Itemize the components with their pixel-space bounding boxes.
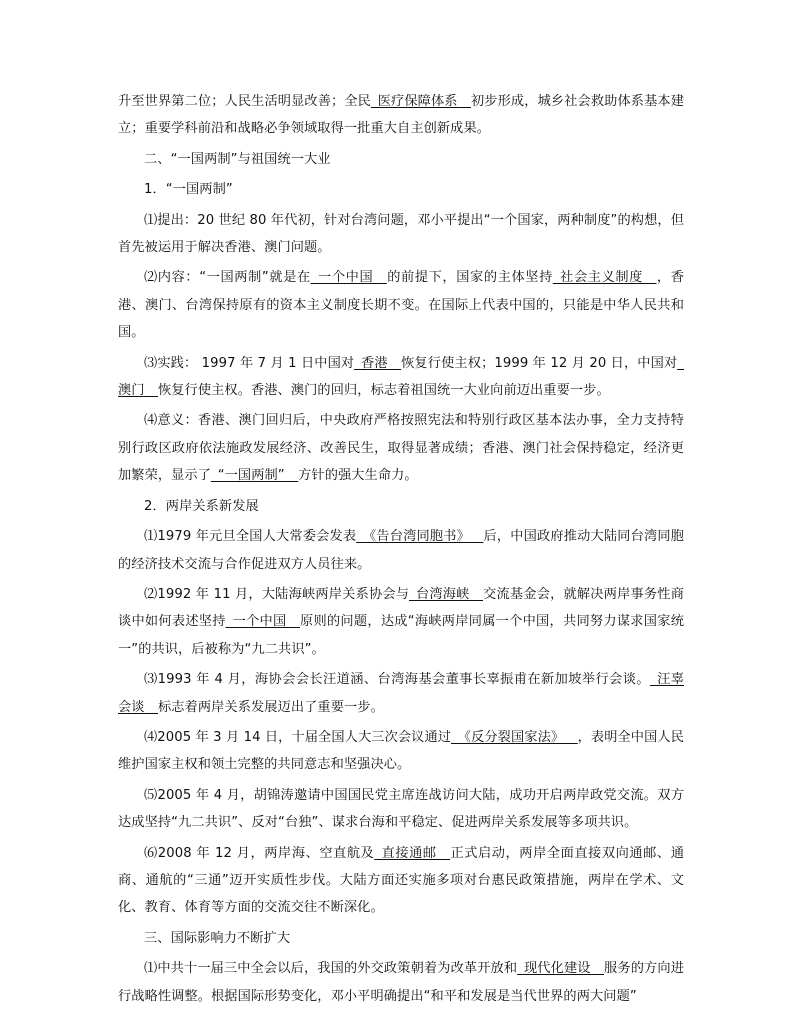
text-run: ⑸2005 年 4 月，胡锦涛邀请中国国民党主席连战访问大陆，成功开启两岸政党交流。双方达成坚持“九二共识”、反对“台独”、谋求台海和平稳定、促进两岸关系发展等多项共识。 xyxy=(118,787,684,831)
document-body xyxy=(118,88,684,1013)
text-run: 服务的方向进行战略性调整。根据国际形势变化，邓小平明确提出“和平和发展是当代世界的两大问题” xyxy=(118,961,684,1004)
text-run: 升至世界第二位；人民生活明显改善；全民 xyxy=(118,94,371,109)
paragraph xyxy=(118,264,684,346)
text-run: ⑶实践： 1997 年 7 月 1 日中国对 xyxy=(144,355,355,371)
underlined-answer: _社会主义制度__ xyxy=(552,270,657,286)
section-heading xyxy=(118,493,684,520)
paragraph xyxy=(118,523,684,578)
text-run: ⑵1992 年 11 月，大陆海峡两岸关系协会与 xyxy=(144,586,410,602)
paragraph xyxy=(118,724,684,779)
underlined-answer: _澳门__ xyxy=(118,355,684,399)
underlined-answer: _台湾海峡__ xyxy=(409,586,483,602)
section-heading xyxy=(118,176,684,203)
text-run: 恢复行使主权。香港、澳门的回归，标志着祖国统一大业向前迈出重要一步。 xyxy=(157,383,610,399)
paragraph xyxy=(118,955,684,1010)
paragraph xyxy=(118,407,684,489)
underlined-answer: _《告台湾同胞书》__ xyxy=(356,529,484,545)
underlined-answer: _“一国两制”__ xyxy=(211,468,299,484)
paragraph xyxy=(118,207,684,262)
text-run: 三、国际影响力不断扩大 xyxy=(144,930,291,946)
text-run: ，香港、澳门、台湾保持原有的资本主义制度长期不变。在国际上代表中国的，只能是中华人民共和国。 xyxy=(118,270,685,341)
paragraph xyxy=(118,782,684,837)
text-run: ⑴1979 年元旦全国人大常委会发表 xyxy=(144,529,357,545)
underlined-answer: _医疗保障体系__ xyxy=(370,94,471,109)
section-heading xyxy=(118,925,684,952)
text-run: 1．“一国两制” xyxy=(144,182,233,198)
paragraph xyxy=(118,666,684,721)
paragraph xyxy=(118,840,684,922)
section-heading xyxy=(118,146,684,173)
text-run: ⑵内容：“一国两制”就是在 xyxy=(144,270,311,286)
text-run: 交流基金会，就解决两岸事务性商谈中如何表述坚持 xyxy=(118,586,684,630)
underlined-answer: _现代化建设__ xyxy=(517,961,604,977)
underlined-answer: _香港__ xyxy=(354,355,402,371)
underlined-answer: _汪辜会谈__ xyxy=(118,672,684,715)
underlined-answer: _直接通邮__ xyxy=(374,845,451,861)
text-run: 的前提下，国家的主体坚持 xyxy=(386,270,553,286)
text-run: 方针的强大生命力。 xyxy=(298,468,418,484)
text-run: 正式启动，两岸全面直接双向通邮、通商、通航的“三通”迈开实质性步伐。大陆方面还实施多项对台惠民政策措施，两岸在学术、文化、教育、体育等方面的交流交往不断深化。 xyxy=(118,845,684,916)
text-run: 恢复行使主权；1999 年 12 月 20 日，中国对 xyxy=(401,355,678,371)
text-run: ⑴提出：20 世纪 80 年代初，针对台湾问题，邓小平提出“一个国家，两种制度”的构想，但首先被运用于解决香港、澳门问题。 xyxy=(118,212,684,256)
text-run: 初步形成，城乡社会救助体系基本建立；重要学科前沿和战略必争领域取得一批重大自主创新成果。 xyxy=(118,94,684,137)
paragraph xyxy=(118,350,684,405)
text-run: ⑷2005 年 3 月 14 日，十届全国人大三次会议通过 xyxy=(144,729,452,745)
underlined-answer: _《反分裂国家法》__ xyxy=(451,729,578,745)
paragraph xyxy=(118,88,684,143)
text-run: 二、“一国两制”与祖国统一大业 xyxy=(144,151,331,167)
text-run: ⑴中共十一届三中全会以后，我国的外交政策朝着为改革开放和 xyxy=(144,961,518,977)
text-run: 原则的问题，达成“海峡两岸同属一个中国，共同努力谋求国家统一”的共识，后被称为“九二共识”。 xyxy=(118,614,684,657)
paragraph xyxy=(118,581,684,663)
text-run: ⑹2008 年 12 月，两岸海、空直航及 xyxy=(144,845,375,861)
underlined-answer: _一个中国__ xyxy=(310,270,387,286)
text-run: 标志着两岸关系发展迈出了重要一步。 xyxy=(157,699,384,715)
underlined-answer: _一个中国__ xyxy=(225,614,300,630)
text-run: ，表明全中国人民维护国家主权和领土完整的共同意志和坚强决心。 xyxy=(118,729,684,773)
text-run: 后，中国政府推动大陆同台湾同胞的经济技术交流与合作促进双方人员往来。 xyxy=(118,529,685,572)
text-run: 2．两岸关系新发展 xyxy=(144,498,259,514)
text-run: ⑷意义：香港、澳门回归后，中央政府严格按照宪法和特别行政区基本法办事，全力支持特别行政区政府依法施政发展经济、改善民生，取得显著成绩；香港、澳门社会保持稳定，经济更加繁荣，显示了 xyxy=(118,413,684,484)
text-run: ⑶1993 年 4 月，海协会会长汪道涵、台湾海基会董事长辜振甫在新加坡举行会谈。 xyxy=(144,672,651,688)
